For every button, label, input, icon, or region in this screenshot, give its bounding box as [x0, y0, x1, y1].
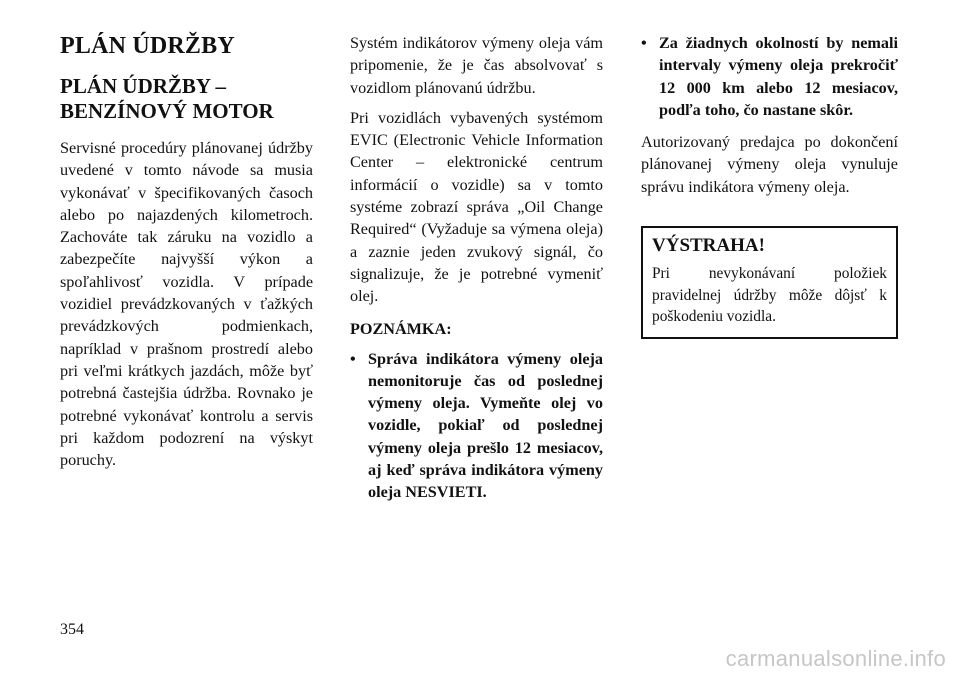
- note-bullet-list: [350, 348, 603, 504]
- intro-paragraph: Servisné procedúry plánovanej údržby uvedené v tomto návode sa musia vykonávať v špecifikovaných časoch alebo po najazdených kilometroch. Zachováte tak záruku na vozidlo a zabezpečíte najvyšší výkon a spoľahlivosť vozidla. V prípade vozidiel prevádzkovaných v ťažkých prevádzkových podmienkach, napríklad v prašnom prostredí alebo pri veľmi krátkych jazdách, môže byť potrebná častejšia údržba. Rovnako je potrebné vykonávať kontrolu a servis pri každom podozrení na výskyt poruchy.: [60, 139, 313, 470]
- watermark: carmanualsonline.info: [725, 646, 946, 671]
- page-number: 354: [60, 621, 84, 638]
- note-label: POZNÁMKA:: [350, 319, 452, 338]
- warning-title: VÝSTRAHA!: [652, 235, 765, 257]
- left-column: [60, 32, 313, 471]
- section-title: [60, 74, 313, 124]
- warning-box: [641, 226, 898, 339]
- oil-indicator-paragraph: Systém indikátorov výmeny oleja vám pripomenie, že je čas absolvovať s vozidlom plánovanú údržbu.: [350, 34, 603, 97]
- interval-bullet-item: • Za žiadnych okolností by nemali intervaly výmeny oleja prekročiť 12 000 km alebo 12 mesiacov, podľa toho, čo nastane skôr.: [641, 32, 898, 121]
- right-column: [641, 32, 898, 339]
- warning-text: Pri nevykonávaní položiek pravidelnej údržby môže dôjsť k poškodeniu vozidla.: [652, 265, 887, 326]
- middle-column: [350, 32, 603, 504]
- evic-paragraph: Pri vozidlách vybavených systémom EVIC (Electronic Vehicle Information Center – elektronické centrum informácií o vozidle) sa v tomto systéme zobrazí správa „Oil Change Required“ (Vyžaduje sa výmena oleja) a zaznie jeden zvukový signál, čo signalizuje, že je potrebné vymeniť olej.: [350, 108, 603, 306]
- section-title-line2: BENZÍNOVÝ MOTOR: [60, 99, 274, 123]
- dealer-reset-paragraph: Autorizovaný predajca po dokončení plánovanej výmeny oleja vynuluje správu indikátora výmeny oleja.: [641, 133, 898, 196]
- interval-bullet-list: [641, 32, 898, 121]
- page-title: PLÁN ÚDRŽBY: [60, 33, 235, 59]
- note-bullet-item: • Správa indikátora výmeny oleja nemonitoruje čas od poslednej výmeny oleja. Vymeňte olej vo vozidle, pokiaľ od poslednej výmeny oleja prešlo 12 mesiacov, aj keď správa indikátora výmeny oleja NESVIETI.: [350, 348, 603, 504]
- section-title-line1: PLÁN ÚDRŽBY –: [60, 74, 227, 98]
